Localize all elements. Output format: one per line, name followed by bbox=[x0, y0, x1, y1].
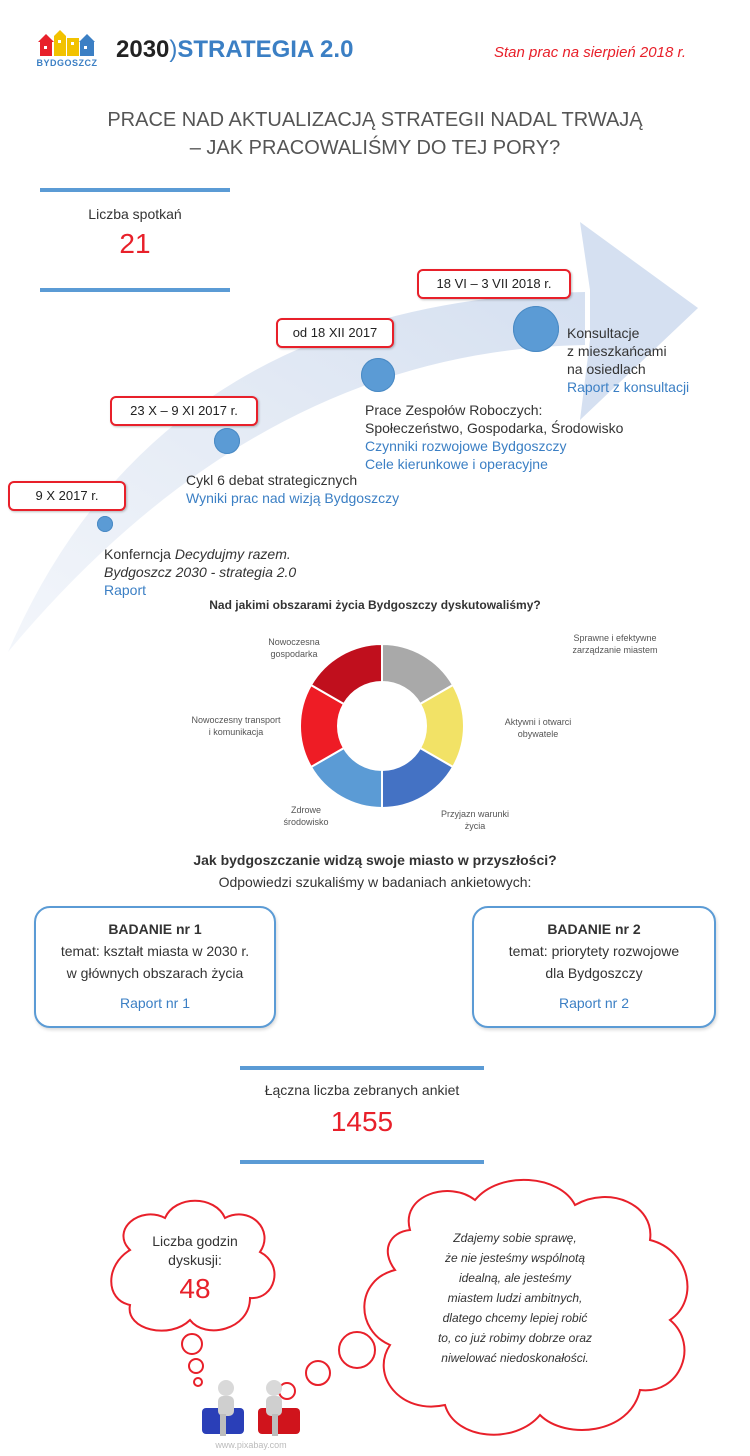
meetings-value: 21 bbox=[119, 228, 151, 259]
timeline-4-link[interactable]: Raport z konsultacji bbox=[567, 379, 690, 395]
quote-line-5: dlatego chcemy lepiej robić bbox=[442, 1311, 588, 1325]
timeline-4-line3: na osiedlach bbox=[567, 361, 646, 377]
meetings-label: Liczba spotkań bbox=[88, 206, 182, 222]
brand-bracket-icon: ) bbox=[169, 36, 178, 63]
quote-line-2: że nie jesteśmy wspólnotą bbox=[444, 1251, 586, 1265]
survey-2-report-link[interactable]: Raport nr 2 bbox=[558, 995, 630, 1011]
legend-transport-line2: i komunikacja bbox=[208, 727, 264, 737]
legend-transport bbox=[176, 714, 296, 738]
legend-gospodarka bbox=[244, 636, 344, 660]
legend-przyjazne-line2: życia bbox=[464, 821, 486, 831]
survey-2-title: BADANIE nr 2 bbox=[547, 921, 641, 937]
timeline-1-line1 bbox=[104, 545, 344, 563]
thought-clouds bbox=[0, 1170, 750, 1456]
page-title-line2: – JAK PRACOWALIŚMY DO TEJ PORY? bbox=[189, 137, 561, 159]
survey-2-line2: dla Bydgoszczy bbox=[545, 965, 643, 981]
legend-aktywni-line2: obywatele bbox=[517, 729, 559, 739]
timeline-3-line1: Prace Zespołów Roboczych: bbox=[365, 402, 543, 418]
legend-przyjazne bbox=[420, 808, 530, 832]
legend-aktywni bbox=[478, 716, 598, 740]
legend-przyjazne-line1: Przyjazn warunki bbox=[440, 809, 510, 819]
chart-title: Nad jakimi obszarami życia Bydgoszczy dyskutowaliśmy? bbox=[209, 598, 541, 612]
total-surveys-value: 1455 bbox=[330, 1106, 394, 1137]
timeline-dot-1 bbox=[97, 516, 113, 532]
survey-2-line1: temat: priorytety rozwojowe bbox=[508, 943, 680, 959]
timeline-item-2 bbox=[186, 471, 446, 507]
survey-1-line2: w głównych obszarach życia bbox=[66, 965, 244, 981]
legend-sprawne bbox=[550, 632, 680, 656]
future-question: Jak bydgoszczanie widzą swoje miasto w przyszłości? bbox=[193, 852, 557, 868]
date-box-2: 23 X – 9 XI 2017 r. bbox=[110, 396, 258, 426]
timeline-dot-3 bbox=[361, 358, 395, 392]
watermark: www.pixabay.com bbox=[215, 1440, 287, 1450]
timeline-4-line2: z mieszkańcami bbox=[567, 343, 667, 359]
discussion-people-illustration bbox=[196, 1376, 310, 1440]
brand-year: 2030 bbox=[116, 36, 170, 63]
timeline-1-line2: Bydgoszcz 2030 - strategia 2.0 bbox=[104, 564, 297, 580]
survey-1-title: BADANIE nr 1 bbox=[108, 921, 202, 937]
legend-zdrowe-line2: środowisko bbox=[283, 817, 329, 827]
brand-name: STRATEGIA 2.0 bbox=[177, 36, 354, 63]
survey-divider-top bbox=[240, 1066, 484, 1070]
timeline-3-line2: Społeczeństwo, Gospodarka, Środowisko bbox=[365, 420, 624, 436]
future-subtitle: Odpowiedzi szukaliśmy w badaniach ankietowych: bbox=[218, 874, 532, 890]
hours-line2: dyskusji: bbox=[168, 1252, 222, 1268]
timeline-1-prefix: Konferncja bbox=[104, 546, 175, 562]
donut-chart bbox=[297, 641, 467, 811]
survey-1-line1: temat: kształt miasta w 2030 r. bbox=[60, 943, 250, 959]
hours-line1: Liczba godzin bbox=[152, 1233, 238, 1249]
timeline-1-report-link[interactable]: Raport bbox=[104, 582, 147, 598]
status-text: Stan prac na sierpień 2018 r. bbox=[494, 44, 687, 61]
legend-transport-line1: Nowoczesny transport bbox=[191, 715, 281, 725]
timeline-item-1 bbox=[104, 545, 344, 599]
quote-line-1: Zdajemy sobie sprawę, bbox=[453, 1231, 577, 1245]
quote-line-3: idealną, ale jesteśmy bbox=[458, 1271, 572, 1285]
legend-zdrowe bbox=[256, 804, 356, 828]
legend-gospodarka-line1: Nowoczesna bbox=[268, 637, 320, 647]
timeline-item-4 bbox=[567, 324, 737, 396]
total-surveys-label: Łączna liczba zebranych ankiet bbox=[264, 1082, 460, 1098]
date-box-1: 9 X 2017 r. bbox=[8, 481, 126, 511]
survey-box-2 bbox=[472, 906, 716, 1028]
date-box-3: od 18 XII 2017 bbox=[276, 318, 394, 348]
quote-line-7: niwelować niedoskonałości. bbox=[441, 1351, 589, 1365]
legend-gospodarka-line2: gospodarka bbox=[270, 649, 318, 659]
legend-zdrowe-line1: Zdrowe bbox=[290, 805, 321, 815]
logo-text: BYDGOSZCZ bbox=[36, 58, 98, 68]
legend-aktywni-line1: Aktywni i otwarci bbox=[504, 717, 572, 727]
timeline-3-link1[interactable]: Czynniki rozwojowe Bydgoszczy bbox=[365, 438, 567, 454]
hours-box bbox=[120, 1232, 270, 1308]
date-box-4: 18 VI – 3 VII 2018 r. bbox=[417, 269, 571, 299]
timeline-1-italic: Decydujmy razem. bbox=[174, 546, 291, 562]
legend-sprawne-line2: zarządzanie miastem bbox=[572, 645, 658, 655]
quote-line-6: to, co już robimy dobrze oraz bbox=[437, 1331, 593, 1345]
hours-value: 48 bbox=[179, 1273, 211, 1304]
quote-text bbox=[400, 1228, 630, 1368]
timeline-dot-2 bbox=[214, 428, 240, 454]
timeline-dot-4 bbox=[513, 306, 559, 352]
timeline-item-3 bbox=[365, 401, 655, 473]
survey-divider-bottom bbox=[240, 1160, 484, 1164]
legend-sprawne-line1: Sprawne i efektywne bbox=[573, 633, 657, 643]
survey-1-report-link[interactable]: Raport nr 1 bbox=[119, 995, 191, 1011]
survey-box-1 bbox=[34, 906, 276, 1028]
timeline-2-line1: Cykl 6 debat strategicznych bbox=[186, 472, 358, 488]
quote-line-4: miastem ludzi ambitnych, bbox=[447, 1291, 583, 1305]
page-title-line1: PRACE NAD AKTUALIZACJĄ STRATEGII NADAL TRWAJĄ bbox=[107, 109, 643, 131]
timeline-3-link2[interactable]: Cele kierunkowe i operacyjne bbox=[365, 456, 548, 472]
timeline-2-link[interactable]: Wyniki prac nad wizją Bydgoszczy bbox=[186, 490, 400, 506]
timeline-4-line1: Konsultacje bbox=[567, 325, 640, 341]
